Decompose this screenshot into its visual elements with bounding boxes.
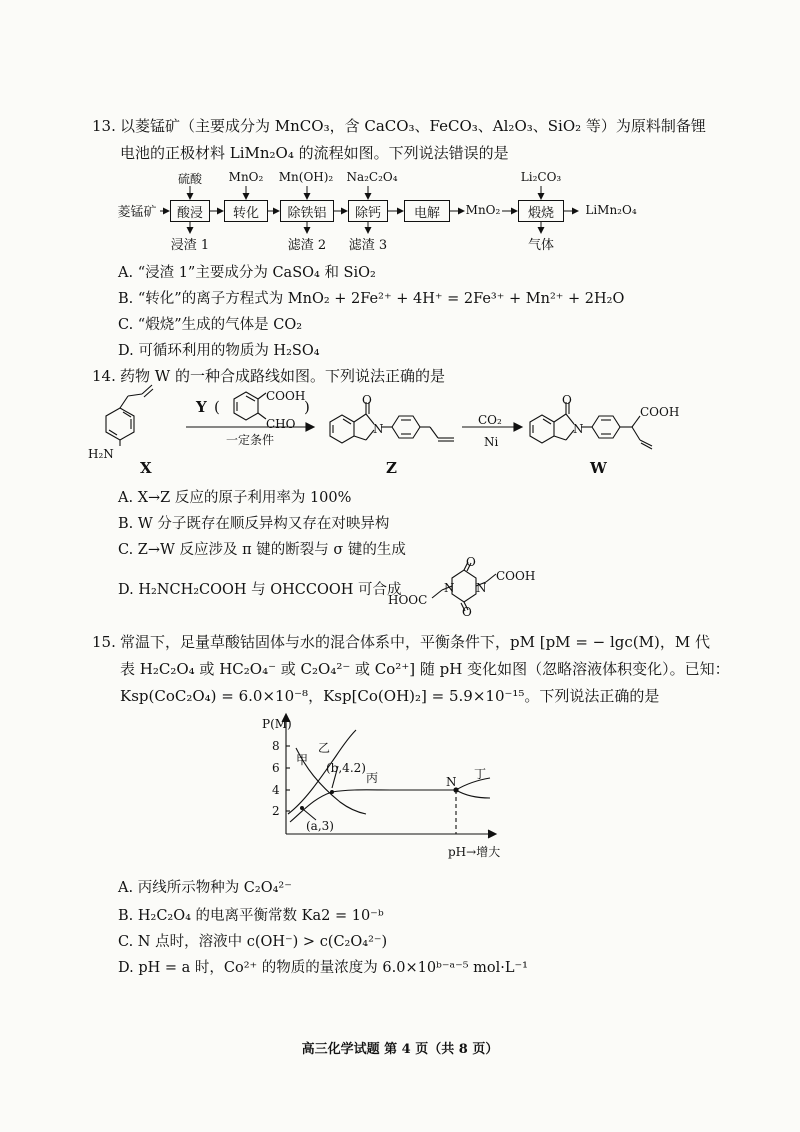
dkp-cooh: COOH <box>496 569 536 583</box>
q14-option-a[interactable]: A. X→Z 反应的原子利用率为 100% <box>118 490 352 506</box>
reagent-mnoh2: Mn(OH)₂ <box>278 170 334 184</box>
q15-stem-line1: 常温下，足量草酸钴固体与水的混合体系中，平衡条件下，pM [pM = − lgc(M)，M 代 <box>120 633 710 651</box>
step-dianjie: 电解 <box>404 200 450 222</box>
flow-end: LiMn₂O₄ <box>585 203 637 217</box>
residue-3: 滤渣 3 <box>348 238 388 253</box>
step-chutielv: 除铁铝 <box>280 200 334 222</box>
y-tick-label-2: 2 <box>272 804 280 818</box>
flow-arrows <box>0 0 800 260</box>
q15-option-a[interactable]: A. 丙线所示物种为 C₂O₄²⁻ <box>118 880 292 896</box>
residue-1: 浸渣 1 <box>170 238 210 253</box>
q14-option-d[interactable]: D. H₂NCH₂COOH 与 OHCCOOH 可合成 <box>118 582 402 598</box>
dkp-hooc: HOOC <box>388 593 428 607</box>
q13-number: 13. <box>92 117 116 135</box>
q14-option-c[interactable]: C. Z→W 反应涉及 π 键的断裂与 σ 键的生成 <box>118 542 406 558</box>
reagent-h2so4: 硫酸 <box>177 172 202 186</box>
step-zhuanhua: 转化 <box>224 200 268 222</box>
dkp-o-top: O <box>466 555 476 569</box>
chart-ylabel: P(M) <box>262 717 292 731</box>
q15-stem-line3: Ksp(CoC₂O₄) = 6.0×10⁻⁸，Ksp[Co(OH)₂] = 5.9×10⁻¹⁵。下列说法正确的是 <box>120 687 660 705</box>
q15-number: 15. <box>92 633 116 651</box>
curve-ding-down <box>456 790 490 798</box>
dkp-o-bottom: O <box>462 605 472 619</box>
q15-stem-line2: 表 H₂C₂O₄ 或 HC₂O₄⁻ 或 C₂O₄²⁻ 或 Co²⁺] 随 pH 变化如图（忽略溶液体积变化）。已知： <box>120 660 730 678</box>
w-n: N <box>573 422 584 436</box>
q13-stem-line1: 以菱锰矿（主要成分为 MnCO₃，含 CaCO₃、FeCO₃、Al₂O₃、SiO₂ 等）为原料制备锂 <box>120 117 706 135</box>
point-b <box>330 790 334 794</box>
w-carbonyl-o: O <box>562 393 572 407</box>
step-duanshao: 煅烧 <box>518 200 564 222</box>
series-label-bing: 丙 <box>366 771 379 785</box>
flow-start: 菱锰矿 <box>117 205 157 220</box>
z-n: N <box>373 422 384 436</box>
step-chugai: 除钙 <box>348 200 388 222</box>
y-tick-label-6: 6 <box>272 761 280 775</box>
y-tick-label-8: 8 <box>272 739 280 753</box>
series-label-ding: 丁 <box>474 767 487 781</box>
q13-option-b[interactable]: B. “转化”的离子方程式为 MnO₂ + 2Fe²⁺ + 4H⁺ = 2Fe³⁺ + Mn²⁺ + 2H₂O <box>118 291 625 307</box>
q15-option-b[interactable]: B. H₂C₂O₄ 的电离平衡常数 Ka2 = 10⁻ᵇ <box>118 908 384 924</box>
y-cooh: COOH <box>266 389 306 403</box>
reagent-mno2: MnO₂ <box>228 170 264 184</box>
y-paren-open: ( <box>214 398 220 416</box>
co2-label: CO₂ <box>478 413 502 427</box>
annotation-b: (b,4.2) <box>326 761 366 775</box>
y-tick-label-4: 4 <box>272 783 280 797</box>
ni-label: Ni <box>484 435 499 449</box>
q13-option-a[interactable]: A. “浸渣 1”主要成分为 CaSO₄ 和 SiO₂ <box>118 265 376 281</box>
chart-xlabel: pH→增大 <box>448 845 501 859</box>
z-label: Z <box>386 459 397 477</box>
annotation-n: N <box>446 775 457 789</box>
q15-option-c[interactable]: C. N 点时，溶液中 c(OH⁻) > c(C₂O₄²⁻) <box>118 934 388 950</box>
reagent-na2c2o4: Na₂C₂O₄ <box>346 170 398 184</box>
condition-label: 一定条件 <box>226 433 275 447</box>
q15-option-d[interactable]: D. pH = a 时，Co²⁺ 的物质的量浓度为 6.0×10ᵇ⁻ᵃ⁻⁵ mol·L⁻¹ <box>118 960 528 976</box>
dkp-n-right: N <box>476 581 487 595</box>
page-footer: 高三化学试题 第 4 页（共 8 页） <box>301 1042 499 1057</box>
z-carbonyl-o: O <box>362 393 372 407</box>
q14-number: 14. <box>92 367 116 385</box>
annotation-a: (a,3) <box>306 819 334 833</box>
q13-stem-line2: 电池的正极材料 LiMn₂O₄ 的流程如图。下列说法错误的是 <box>120 144 509 162</box>
step-suanjin: 酸浸 <box>170 200 210 222</box>
w-cooh: COOH <box>640 405 680 419</box>
residue-2: 滤渣 2 <box>287 238 327 253</box>
series-label-yi: 乙 <box>318 741 331 755</box>
series-label-jia: 甲 <box>296 753 309 767</box>
q14-option-b[interactable]: B. W 分子既存在顺反异构又存在对映异构 <box>118 516 390 532</box>
x-label: X <box>140 459 152 477</box>
y-cho: CHO <box>266 417 296 431</box>
x-nh2-label: H₂N <box>88 447 114 461</box>
dkp-n-left: N <box>444 581 455 595</box>
residue-gas: 气体 <box>527 238 554 253</box>
flow-mid: MnO₂ <box>465 203 501 217</box>
reagent-li2co3: Li₂CO₃ <box>520 170 562 184</box>
synthesis-route <box>0 380 800 480</box>
q14-stem: 药物 W 的一种合成路线如图。下列说法正确的是 <box>120 367 445 385</box>
q13-option-c[interactable]: C. “煅烧”生成的气体是 CO₂ <box>118 317 303 333</box>
w-label: W <box>590 459 607 477</box>
q13-option-d[interactable]: D. 可循环利用的物质为 H₂SO₄ <box>118 343 320 359</box>
y-paren-close: ) <box>304 398 310 416</box>
point-a <box>300 806 304 810</box>
y-label: Y <box>196 398 207 416</box>
